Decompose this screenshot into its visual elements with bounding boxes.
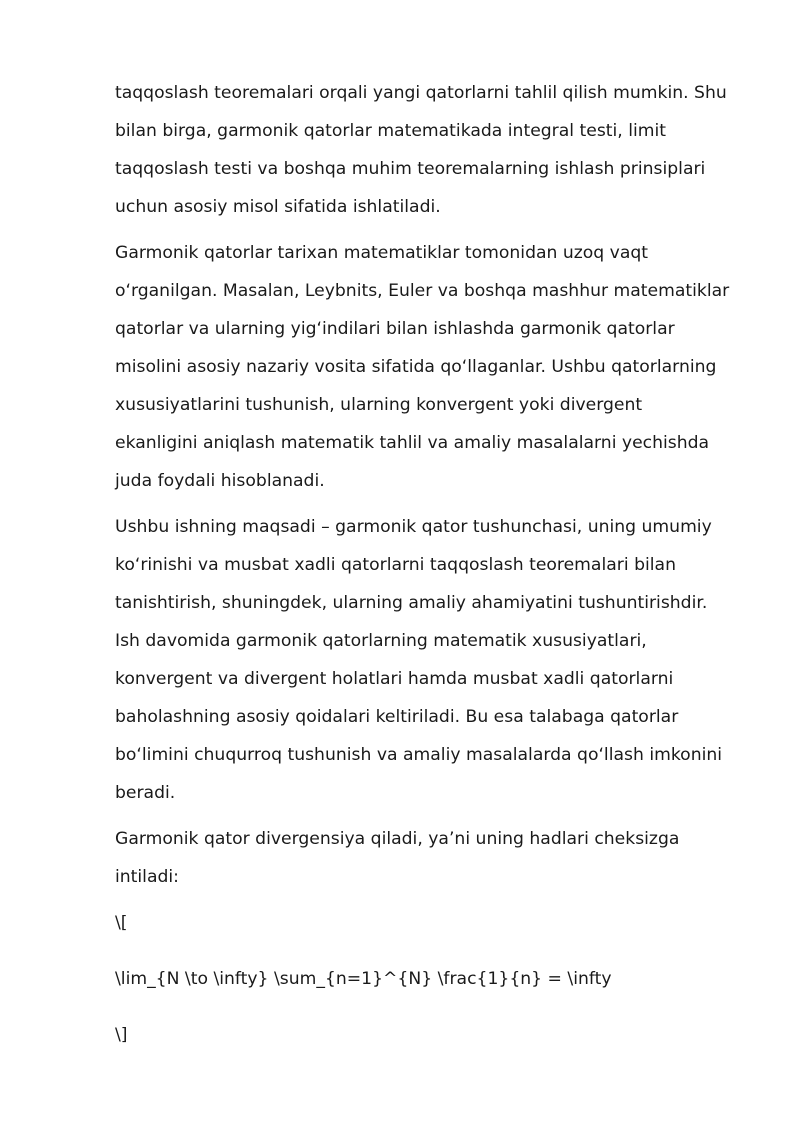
- paragraph-3: [115, 508, 755, 812]
- formula-body: \lim_{N \to \infty} \sum_{n=1}^{N} \frac{1}{n} = \infty: [115, 969, 612, 989]
- text-line: taqqoslash testi va boshqa muhim teoremalarning ishlash prinsiplari: [115, 159, 706, 179]
- text-line: konvergent va divergent holatlari hamda musbat xadli qatorlarni: [115, 669, 674, 689]
- paragraph-2: [115, 234, 755, 500]
- text-line: bilan birga, garmonik qatorlar matematikada integral testi, limit: [115, 121, 667, 141]
- text-line: bo‘limini chuqurroq tushunish va amaliy masalalarda qo‘llash imkonini: [115, 745, 723, 765]
- text-line: xususiyatlarini tushunish, ularning konvergent yoki divergent: [115, 395, 643, 415]
- text-line: misolini asosiy nazariy vosita sifatida qo‘llaganlar. Ushbu qatorlarning: [115, 357, 717, 377]
- text-line: uchun asosiy misol sifatida ishlatiladi.: [115, 197, 441, 217]
- text-line: intiladi:: [115, 867, 179, 887]
- text-line: juda foydali hisoblanadi.: [115, 471, 325, 491]
- text-line: Garmonik qator divergensiya qiladi, ya’ni uning hadlari cheksizga: [115, 829, 680, 849]
- text-line: beradi.: [115, 783, 176, 803]
- formula-open-delimiter: \[: [115, 913, 128, 933]
- text-line: qatorlar va ularning yig‘indilari bilan ishlashda garmonik qatorlar: [115, 319, 675, 339]
- text-line: ekanligini aniqlash matematik tahlil va amaliy masalalarni yechishda: [115, 433, 710, 453]
- document-body: [115, 74, 755, 1072]
- text-line: Ushbu ishning maqsadi – garmonik qator tushunchasi, uning umumiy: [115, 517, 712, 537]
- formula-close-delimiter: \]: [115, 1025, 128, 1045]
- text-line: tanishtirish, shuningdek, ularning amaliy ahamiyatini tushuntirishdir.: [115, 593, 708, 613]
- paragraph-4: [115, 820, 755, 896]
- text-line: o‘rganilgan. Masalan, Leybnits, Euler va boshqa mashhur matematiklar: [115, 281, 730, 301]
- paragraph-1: [115, 74, 755, 226]
- text-line: baholashning asosiy qoidalari keltiriladi. Bu esa talabaga qatorlar: [115, 707, 679, 727]
- text-line: taqqoslash teoremalari orqali yangi qatorlarni tahlil qilish mumkin. Shu: [115, 83, 727, 103]
- text-line: Ish davomida garmonik qatorlarning matematik xususiyatlari,: [115, 631, 647, 651]
- text-line: ko‘rinishi va musbat xadli qatorlarni taqqoslash teoremalari bilan: [115, 555, 676, 575]
- text-line: Garmonik qatorlar tarixan matematiklar tomonidan uzoq vaqt: [115, 243, 649, 263]
